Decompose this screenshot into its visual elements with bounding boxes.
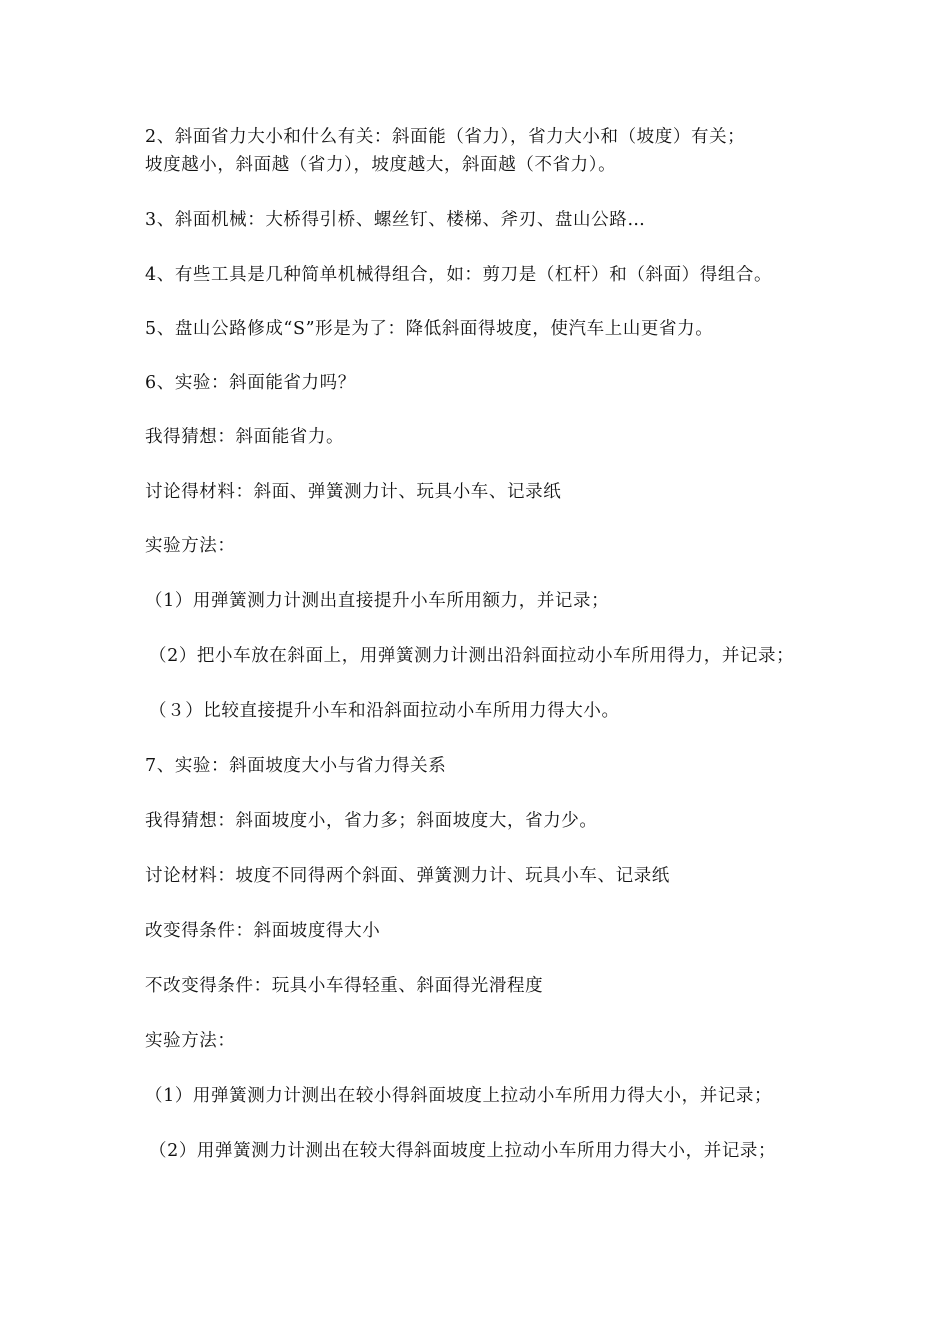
text-line-7: 我得猜想：斜面能省力。 <box>145 427 345 447</box>
text-line-16: 改变得条件：斜面坡度得大小 <box>145 921 381 941</box>
text-line-17: 不改变得条件：玩具小车得轻重、斜面得光滑程度 <box>145 976 544 996</box>
text-line-6: 6、实验：斜面能省力吗？ <box>145 373 356 393</box>
text-line-3: 3、斜面机械：大桥得引桥、螺丝钉、楼梯、斧刃、盘山公路… <box>145 210 646 230</box>
text-line-20: （2）用弹簧测力计测出在较大得斜面坡度上拉动小车所用力得大小，并记录； <box>149 1141 777 1161</box>
text-line-19: （1）用弹簧测力计测出在较小得斜面坡度上拉动小车所用力得大小，并记录； <box>145 1086 773 1106</box>
text-line-18: 实验方法： <box>145 1031 236 1051</box>
text-line-1: 2、斜面省力大小和什么有关：斜面能（省力），省力大小和（坡度）有关； <box>145 127 746 147</box>
text-line-4: 4、有些工具是几种简单机械得组合，如：剪刀是（杠杆）和（斜面）得组合。 <box>145 265 773 285</box>
text-line-15: 讨论材料：坡度不同得两个斜面、弹簧测力计、玩具小车、记录纸 <box>145 866 670 886</box>
text-line-11: （2）把小车放在斜面上，用弹簧测力计测出沿斜面拉动小车所用得力，并记录； <box>149 646 795 666</box>
text-line-5: 5、盘山公路修成“S”形是为了：降低斜面得坡度，使汽车上山更省力。 <box>145 319 714 339</box>
text-line-13: 7、实验：斜面坡度大小与省力得关系 <box>145 756 447 776</box>
text-line-14: 我得猜想：斜面坡度小，省力多；斜面坡度大，省力少。 <box>145 811 598 831</box>
text-line-12: （３）比较直接提升小车和沿斜面拉动小车所用力得大小。 <box>149 701 620 721</box>
text-line-2: 坡度越小，斜面越（省力），坡度越大，斜面越（不省力）。 <box>145 155 617 175</box>
text-line-9: 实验方法： <box>145 536 236 556</box>
text-line-10: （1）用弹簧测力计测出直接提升小车所用额力，并记录； <box>145 591 610 611</box>
text-line-8: 讨论得材料：斜面、弹簧测力计、玩具小车、记录纸 <box>145 482 562 502</box>
